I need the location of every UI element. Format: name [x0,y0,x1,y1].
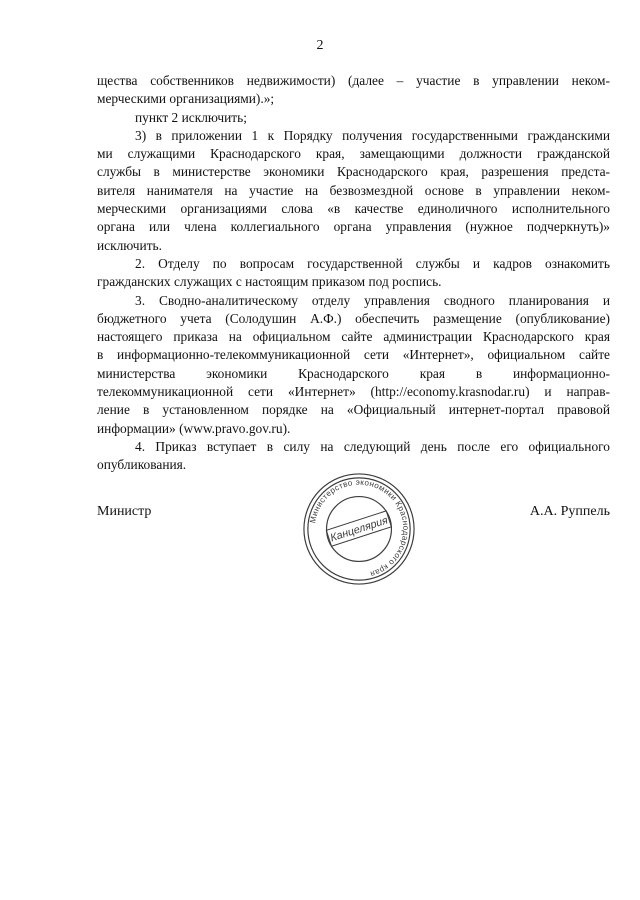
text-line: 2. Отделу по вопросам государственной службы и кадров ознакомить [135,255,610,271]
text-line: 4. Приказ вступает в силу на следующий день после его официального [135,438,610,454]
text-line: 3. Сводно-аналитическому отделу управления сводного планирования и [135,292,610,308]
text-line: информации» (www.pravo.gov.ru). [97,420,291,436]
text-line: бюджетного учета (Солодушин А.Ф.) обеспечить размещение (опубликование) [97,310,610,326]
text-line: в информационно-телекоммуникационной сети «Интернет», официальном сайте [97,347,610,363]
text-line: вителя нанимателя на участие на безвозмездной основе в управлении неком- [97,182,610,198]
text-line: службы в министерстве экономики Краснодарского края, разрешения предста- [97,164,610,180]
seal-center-text: Канцелярия [328,514,390,545]
text-line: ление в установленном порядке на «Официальный интернет-портал правовой [97,402,610,418]
text-line: исключить. [97,237,162,253]
seal-ring-text: Министерство экономики Краснодарского края [308,477,411,579]
text-line: щества собственников недвижимости) (далее – участие в управлении неком- [97,73,610,88]
text-line: мерческими организациями).»; [97,91,275,107]
document-body [97,72,610,475]
signatory-name: А.А. Руппель [529,504,610,519]
text-line: гражданских служащих с настоящим приказом под роспись. [97,274,442,290]
text-line: министерства экономики Краснодарского края в информационно- [97,365,610,381]
text-line: 3) в приложении 1 к Порядку получения государственными гражданскими [135,127,610,143]
text-line: ми служащими Краснодарского края, замещающими должности гражданской [97,146,610,162]
page-number: 2 [316,38,324,53]
office-seal-stamp [300,470,418,588]
text-line: настоящего приказа на официальном сайте администрации Краснодарского края [97,329,610,345]
signatory-position: Министр [97,504,152,519]
text-line: пункт 2 исключить; [135,109,247,125]
text-line: мерческими организациями слова «в качестве единоличного исполнительного [97,201,610,217]
text-line: органа или члена коллегиального органа управления (нужное подчеркнуть)» [97,219,610,235]
text-line: опубликования. [97,457,187,473]
text-line: телекоммуникационной сети «Интернет» (http://economy.krasnodar.ru) и направ- [97,384,610,400]
